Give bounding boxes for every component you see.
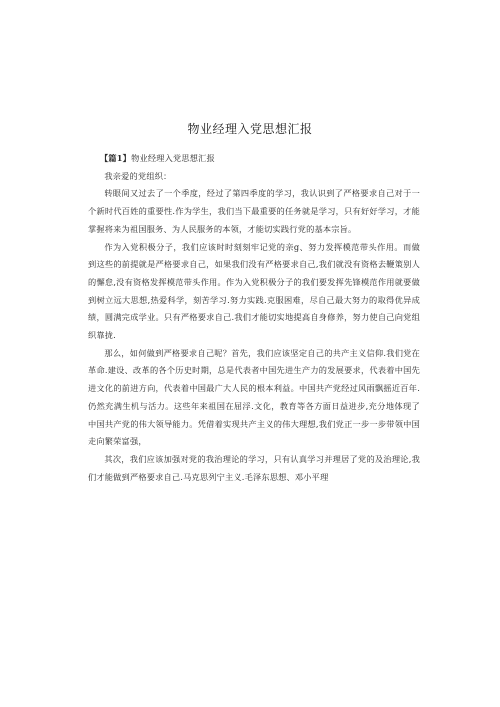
article-subtitle: 物业经理入党思想汇报: [131, 153, 215, 163]
paragraph-1: 转眼间又过去了一个季度，经过了第四季度的学习，我认识到了严格要求自己对于一个新时代百姓的重要性.作为学生，我们当下最重要的任务就是学习，只有好好学习，才能掌握将来为祖国服务、为人民服务的本领，才能切实践行党的基本宗旨。: [88, 188, 420, 234]
paragraph-3: 那么，如何做到严格要求自己呢？首先，我们应该坚定自己的共产主义信仰.我们党在革命.建设、改革的各个历史时期，总是代表者中国先进生产力的发展要求，代表着中国先进文化的前进方向，代表着中国最广大人民的根本利益。中国共产党经过风雨飘摇近百年.仍然充满生机与活力。这些年来祖国在屈浮.文化，教育等各方面日益进步,充分地体现了中国共产党的伟大领导能力。凭借着实现共产主义的伟大理想,我们党正一步一步带领中国走向繁荣富强，: [88, 347, 420, 447]
salutation: 我亲爱的党组织：: [104, 170, 172, 181]
paragraph-4: 其次，我们应该加强对党的我治理论的学习，只有认真学习并理居了党的及治理论,我们才能做到严格要求自己.马克思列宁主义.毛泽东思想、邓小平理: [88, 453, 420, 482]
article-heading-line: [88, 150, 420, 168]
paragraph-2: 作为入党积极分子，我们应该时时刻刻牢记党的亲g、努力发挥模范带头作用。而做到这些的前提就是严格要求自己，如果我们没有严格要求自己,我们就没有资格去鞭策别人的懈怠,没有资格发挥模范带头作用。作为入党积极分子的我们要发挥先锋模范作用就要做到树立远大思想,热爱科学，刻苦学习.努力实践.克服困难，尽自己最大努力的取得优异成绩，圆满完成学业。只有严格要求自己.我们才能切实地提高自身修养，努力使自己向党组织靠拢.: [88, 241, 420, 341]
article-tag: 【篇1】: [100, 153, 132, 163]
document-body: [88, 150, 420, 486]
document-title: 物业经理入党思想汇报: [187, 122, 313, 136]
